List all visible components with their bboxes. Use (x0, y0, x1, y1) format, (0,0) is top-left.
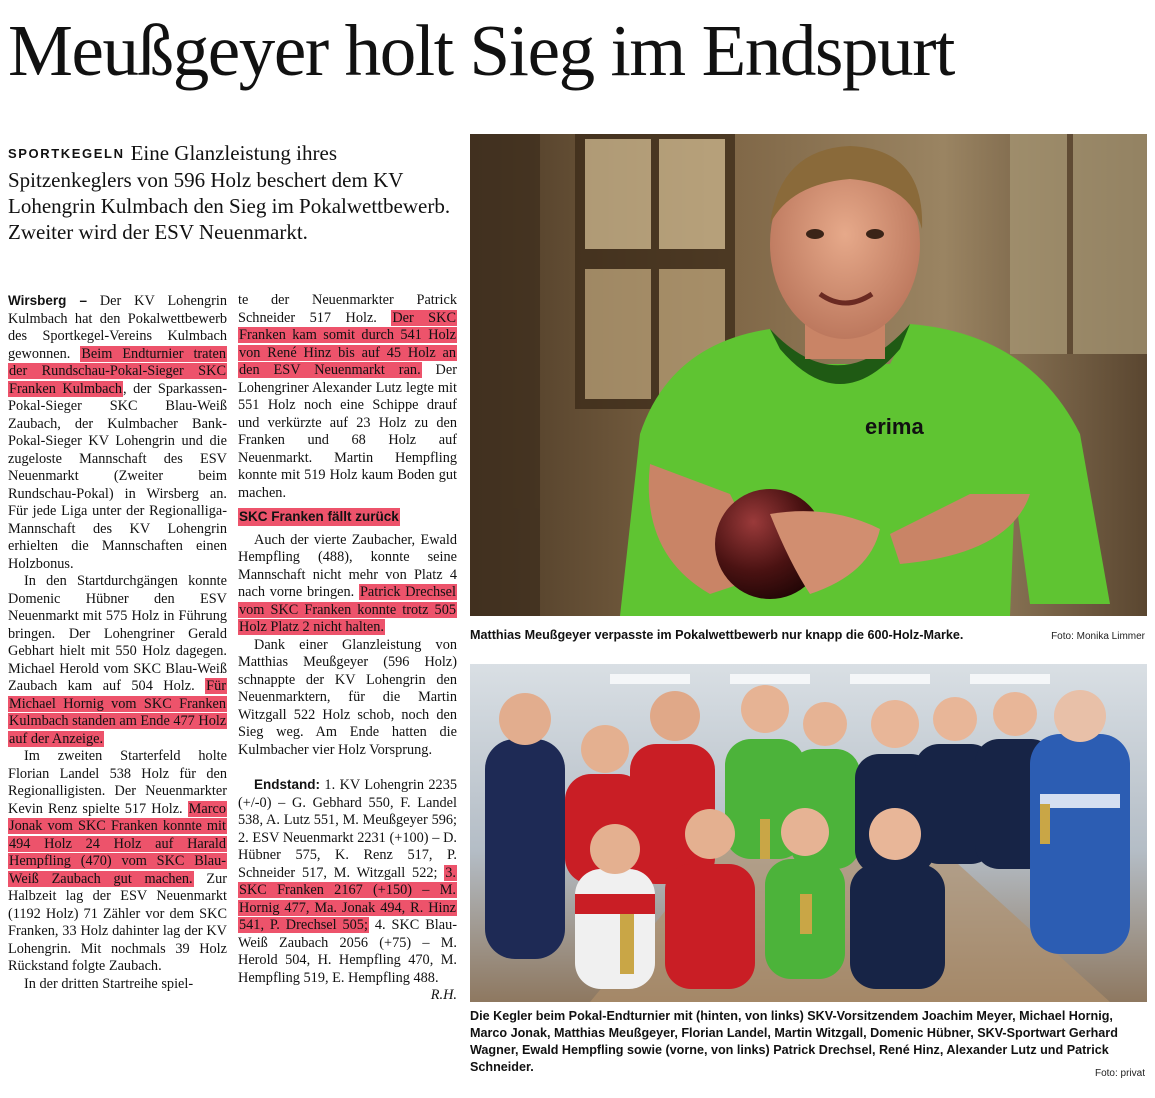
highlighted-text: Der SKC Franken kam somit durch 541 Holz von René Hinz bis auf 45 Holz an den ESV Neuenmarkt ran. (239, 309, 456, 378)
text-run: Im zweiten Starterfeld holte Florian Landel 538 Holz für den Regionalligisten. Der Neuenmarkter Kevin Renz spielte 517 Holz. (8, 748, 227, 817)
subheading: SKC Franken fällt zurück (239, 509, 399, 524)
text-run: te der Neuenmarkter Patrick Schneider 517 Holz. (238, 292, 457, 326)
group-photo-illustration (470, 664, 1147, 1002)
photo-credit: Foto: Monika Limmer (1051, 631, 1145, 642)
article-paragraph: Dank einer Glanzleistung von Matthias Meußgeyer (596 Holz) schnappte der KV Lohengrin den Neuenmarktern, für die Martin Witzgall 522 Holz schob, noch den Sieg weg. Am Ende hatten die Kulmbacher vier Holz Vorsprung. (238, 636, 457, 758)
article-paragraph (238, 292, 457, 502)
spacer (238, 759, 457, 776)
photo-caption: Matthias Meußgeyer verpasste im Pokalwettbewerb nur knapp die 600-Holz-Marke. (470, 628, 964, 642)
jersey-logo-text: erima (865, 414, 924, 439)
highlighted-text: Beim Endturnier traten der Rundschau-Pokal-Sieger SKC Franken Kulmbach (9, 345, 226, 397)
photo-caption: Die Kegler beim Pokal-Endturnier mit (hinten, von links) SKV-Vorsitzendem Joachim Meyer, Michael Hornig, Marco Jonak, Matthias Meußgeyer, Florian Landel, Martin Witzgall, Domenic Hübner, SKV-Sportwart Gerhard Wagner, Ewald Hempfling sowie (vorne, von links) Patrick Drechsel, René Hinz, Alexander Lutz und Patrick Schneider. (470, 1009, 1118, 1074)
article-paragraph (238, 532, 457, 637)
headline: Meußgeyer holt Sieg im Endspurt (8, 10, 955, 91)
highlighted-text: 3. SKC Franken 2167 (+150) – M. Hornig 477, Ma. Jonak 494, R. Hinz 541, P. Drechsel 505; (239, 864, 456, 933)
kicker-label: SPORTKEGELN (8, 146, 125, 161)
lead-text: Eine Glanzleistung ihres Spitzenkeglers von 596 Holz beschert dem KV Lohengrin Kulmbach den Sieg im Pokalwettbewerb. Zweiter wird der ESV Neuenmarkt. (8, 141, 451, 244)
text-run: 1. KV Lohengrin 2235 (+/-0) – G. Gebhard 550, F. Landel 538, A. Lutz 551, M. Meußgeyer 596; 2. ESV Neuenmarkt 2231 (+100) – D. Hübner 575, K. Renz 517, P. Schneider 517, M. Witzgall 522; (238, 777, 457, 881)
lead-paragraph (8, 140, 458, 245)
article-paragraph (8, 748, 227, 976)
text-run: Der Lohengriner Alexander Lutz legte mit 551 Holz noch eine Schippe drauf und verkürzte auf 23 Holz zu den Franken und 68 Holz auf Neuenmarkt. Martin Hempfling konnte mit 519 Holz kaum Boden gut machen. (238, 362, 457, 501)
text-run: Auch der vierte Zaubacher, Ewald Hempfling (488), konnte seine Mannschaft nicht mehr von Platz 4 nach vorne bringen. (238, 531, 457, 600)
highlighted-text: Patrick Drechsel vom SKC Franken konnte trotz 505 Holz Platz 2 nicht halten. (239, 584, 456, 635)
article-column-2 (238, 292, 457, 1005)
highlighted-text: Marco Jonak vom SKC Franken konnte mit 494 Holz 24 Holz auf Harald Hempfling (470) vom SKC Blau-Weiß Zaubach gut machen. (9, 800, 226, 887)
text-run: Zur Halbzeit lag der ESV Neuenmarkt (1192 Holz) 71 Zähler vor dem SKC Franken, 33 Holz dahinter lag der KV Lohengrin. Mit nochmals 39 Holz Rückstand folgte Zaubach. (8, 870, 227, 974)
article-paragraph (8, 292, 227, 573)
article-column-1 (8, 292, 227, 993)
highlighted-text: Für Michael Hornig vom SKC Franken Kulmbach standen am Ende 477 Holz auf der Anzeige. (9, 678, 227, 747)
endstand-label: Endstand: (254, 777, 320, 792)
portrait-photo (470, 134, 1147, 616)
text-run: In den Startdurchgängen konnte Domenic Hübner den ESV Neuenmarkt mit 575 Holz in Führung bringen. Der Lohengriner Gerald Gebhart hielt mit 550 Holz dagegen. Michael Herold vom SKC Blau-Weiß Zaubach kam auf 504 Holz. (8, 573, 227, 694)
text-run: Der KV Lohengrin Kulmbach hat den Pokalwettbewerb des Sportkegel-Vereins Kulmbach gewonnen. (8, 293, 227, 362)
results-paragraph (238, 776, 457, 1003)
article-paragraph: In der dritten Startreihe spiel- (24, 975, 194, 992)
text-run: 4. SKC Blau-Weiß Zaubach 2056 (+75) – M. Herold 504, H. Hempfling 470, M. Hempfling 519, E. Hempfling 488. (238, 917, 457, 986)
photo-credit: Foto: privat (1094, 1068, 1145, 1079)
dateline: Wirsberg – (8, 293, 87, 308)
author-initials: R.H. (430, 987, 457, 1003)
text-run: , der Sparkassen-Pokal-Sieger SKC Blau-Weiß Zaubach, der Kulmbacher Bank-Pokal-Sieger KV Lohengrin und die zugeloste Mannschaft des ESV Neuenmarkt (Zweiter beim Rundschau-Pokal) in Wirsberg an. Für jede Liga unter der Regionalliga-Mannschaft des KV Lohengrin erhielten die Mannschaften einen Holzbonus. (8, 380, 227, 572)
portrait-photo-illustration (470, 134, 1147, 616)
article-paragraph (8, 573, 227, 748)
group-photo (470, 664, 1147, 1002)
